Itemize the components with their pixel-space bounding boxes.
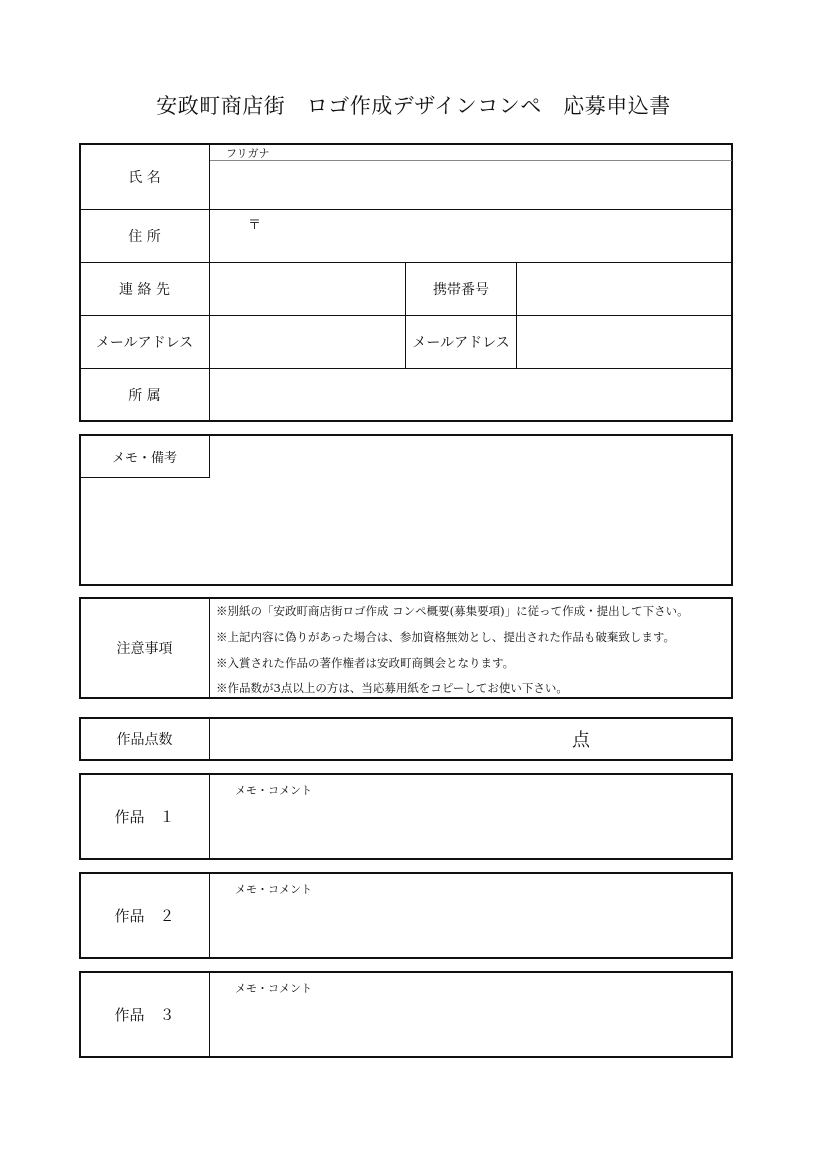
work-2-memo-label: メモ・コメント — [235, 883, 312, 896]
work-1-memo-label: メモ・コメント — [235, 784, 312, 797]
note-item: ※別紙の「安政町商店街ロゴ作成 コンペ概要(募集要項)」に従って作成・提出して下さい。 — [216, 604, 689, 618]
note-item: ※入賞された作品の著作権者は安政町商興会となります。 — [216, 656, 515, 670]
work-3-label: 作品 ３ — [114, 1006, 175, 1024]
name-label: 氏 名 — [128, 169, 161, 186]
name-field[interactable] — [211, 162, 731, 208]
postal-mark: 〒 — [248, 218, 262, 233]
memo-field[interactable] — [211, 436, 731, 584]
note-item: ※作品数が3点以上の方は、当応募用紙をコピーしてお使い下さい。 — [216, 681, 568, 695]
work-1-comment-field[interactable] — [211, 798, 731, 858]
mobile-label: 携帯番号 — [433, 282, 489, 298]
email-label: メールアドレス — [95, 335, 194, 351]
work-count-label: 作品点数 — [116, 732, 173, 748]
note-item: ※上記内容に偽りがあった場合は、参加資格無効とし、提出された作品も破棄致します。 — [216, 630, 675, 644]
work-3-comment-field[interactable] — [211, 996, 731, 1056]
work-2-label: 作品 ２ — [114, 907, 175, 925]
email-field[interactable] — [211, 317, 404, 367]
work-count-unit: 点 — [572, 730, 590, 751]
furigana-label: フリガナ — [226, 147, 270, 160]
contact-label: 連 絡 先 — [119, 282, 170, 298]
contact-field[interactable] — [211, 264, 404, 314]
email-field-2[interactable] — [518, 317, 731, 367]
affiliation-field[interactable] — [211, 370, 731, 420]
work-count-field[interactable] — [211, 719, 566, 759]
address-field[interactable] — [211, 211, 731, 261]
work-1-label: 作品 １ — [114, 808, 175, 826]
email-label-2: メールアドレス — [412, 335, 510, 351]
address-label: 住 所 — [128, 229, 161, 245]
furigana-field[interactable] — [211, 145, 731, 159]
page-title: 安政町商店街 ロゴ作成デザインコンペ 応募申込書 — [156, 94, 671, 118]
notes-label: 注意事項 — [116, 641, 173, 657]
work-2-comment-field[interactable] — [211, 897, 731, 957]
memo-label: メモ・備考 — [111, 450, 177, 466]
affiliation-label: 所 属 — [128, 388, 161, 404]
work-3-memo-label: メモ・コメント — [235, 982, 312, 995]
mobile-field[interactable] — [518, 264, 731, 314]
